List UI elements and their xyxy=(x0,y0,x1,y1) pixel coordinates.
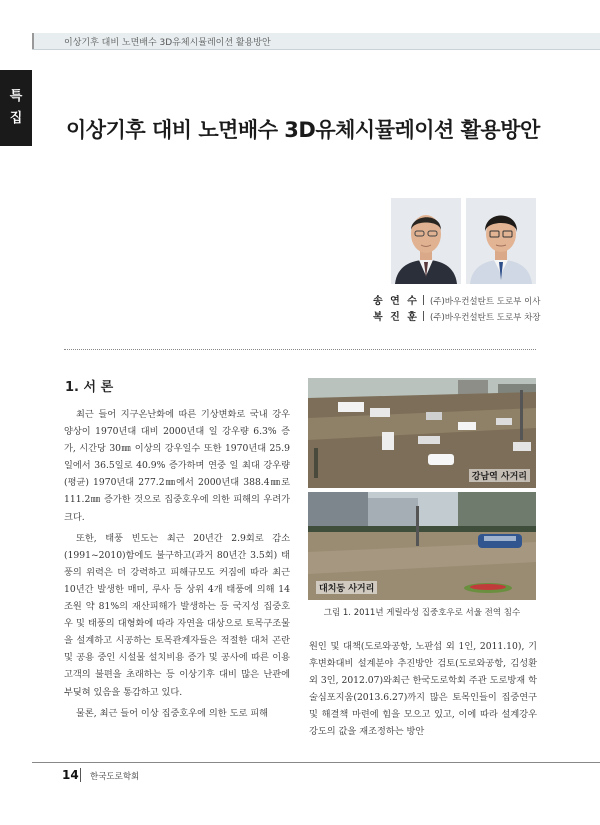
side-tab-char-1: 특 xyxy=(9,89,23,104)
author-name: 송 연 수 xyxy=(373,296,419,307)
running-header xyxy=(32,33,600,49)
author-name: 복 진 훈 xyxy=(373,312,419,323)
figure-caption: 그림 1. 2011년 게릴라성 집중호우로 서울 전역 침수 xyxy=(323,608,521,618)
author-divider xyxy=(423,311,424,321)
section-side-tab xyxy=(0,70,32,146)
photo-label-gangnam: 강남역 사거리 xyxy=(469,469,530,482)
header-rule xyxy=(32,49,600,50)
page-number: 14 xyxy=(62,768,79,782)
running-title: 이상기후 대비 노면배수 3D유체시뮬레이션 활용방안 xyxy=(64,38,271,48)
side-tab-char-2: 집 xyxy=(9,111,23,126)
section-heading: 1. 서 론 xyxy=(65,380,114,395)
body-paragraph-1: 최근 들어 지구온난화에 따른 기상변화로 국내 강우 양상이 1970년대 대비 2000년대 일 강우량 6.3% 증가, 시간당 30㎜ 이상의 강우일수 또한 1970년대 25.9일에서 36.5일로 40.9% 증가하며 연중 일 최대 강우량(평균) 1970년대 277.2㎜에서 2000년대 388.4㎜로 111.2㎜ 증가한 것으로 집중호우에 의한 피해의 우려가 크다. xyxy=(64,409,290,523)
author-photo-1 xyxy=(391,198,461,284)
dotted-separator xyxy=(64,349,536,350)
body-right-column xyxy=(309,638,537,741)
photo-label-daechi: 대치동 사거리 xyxy=(316,581,377,594)
flood-photo-daechi xyxy=(308,492,536,600)
body-left-column xyxy=(64,406,290,726)
footer-divider xyxy=(80,768,81,782)
journal-name: 한국도로학회 xyxy=(90,772,140,782)
body-paragraph-right: 원인 및 대책(도로와공항, 노판섭 외 1인, 2011.10), 기후변화대비 설계분야 추진방안 검토(도로와공항, 김성환 외 3인, 2012.07)와최근 한국도로학회 주관 도로방재 학술심포지움(2013.6.27)까지 많은 토목인들이 집중연구 및 해결책 마련에 힘을 모으고 있고, 이에 따라 설계강우강도의 값을 재조정하는 방안 xyxy=(309,641,537,738)
body-paragraph-2: 또한, 태풍 빈도는 최근 20년간 2.9회로 감소(1991~2010)함에도 불구하고(과거 80년간 3.5회) 태풍의 위력은 더 강력하고 피해규모도 커짐에 따라 최근 10년간 발생한 매미, 루사 등 상위 4개 태풍에 의해 14조원 약 81%의 재산피해가 발생하는 등 국지성 집중호우 및 태풍의 대형화에 따라 자연을 대상으로 토목구조물을 설계하고 시공하는 토목관계자들은 적절한 대처 곤란 및 공용 중인 시설물 설치비용 증가 및 공사에 따른 이용고객의 불편을 초래하는 등 이상기후 대비 많은 난관에 부딪혀 있음을 통감하고 있다. xyxy=(64,532,290,698)
author-photo-2 xyxy=(466,198,536,284)
author-divider xyxy=(423,295,424,305)
author-line-1 xyxy=(373,292,541,307)
article-title: 이상기후 대비 노면배수 3D유체시뮬레이션 활용방안 xyxy=(66,118,540,142)
author-line-2 xyxy=(373,308,541,323)
author-affiliation: (주)바우컨설탄트 도로부 이사 xyxy=(429,297,541,307)
author-affiliation: (주)바우컨설탄트 도로부 차장 xyxy=(429,313,541,323)
flood-photo-gangnam xyxy=(308,378,536,488)
body-paragraph-3: 물론, 최근 들어 이상 집중호우에 의한 도로 피해 xyxy=(76,707,268,719)
footer-rule xyxy=(32,762,600,763)
